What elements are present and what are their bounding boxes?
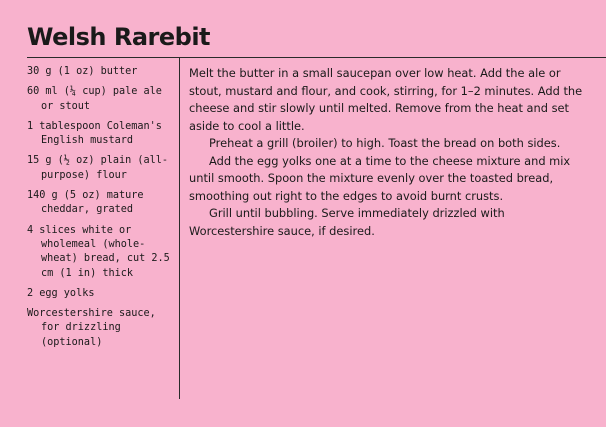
ingredient-item: 15 g (½ oz) plain (all-purpose) flour: [27, 155, 169, 181]
method-step: Add the egg yolks one at a time to the cheese mixture and mix until smooth. Spoon the mixture evenly over the toasted bread, smoothing out right to the edges to avoid burnt crusts.: [189, 153, 571, 203]
recipe-title: Welsh Rarebit: [27, 23, 211, 51]
method-step: Preheat a grill (broiler) to high. Toast the bread on both sides.: [209, 136, 561, 150]
ingredient-item: Worcestershire sauce, for drizzling (optional): [27, 308, 156, 348]
column-divider: [179, 57, 180, 399]
method-step: Grill until bubbling. Serve immediately drizzled with Worcestershire sauce, if desired.: [189, 206, 505, 238]
ingredient-item: 140 g (5 oz) mature cheddar, grated: [27, 190, 144, 216]
ingredient-item: 60 ml (¼ cup) pale ale or stout: [27, 86, 162, 112]
title-divider: [27, 57, 606, 58]
ingredient-item: 1 tablespoon Coleman's English mustard: [27, 120, 162, 147]
method-step: Melt the butter in a small saucepan over low heat. Add the ale or stout, mustard and flour, and cook, stirring, for 1–2 minutes. Add the cheese and stir slowly until melted. Remove from the heat and set aside to cool a little.: [189, 66, 583, 133]
ingredient-list: [27, 65, 177, 356]
ingredient-item: 30 g (1 oz) butter: [27, 66, 138, 77]
method-text: [189, 65, 589, 240]
ingredient-item: 2 egg yolks: [27, 287, 95, 299]
ingredient-item: 4 slices white or wholemeal (whole-wheat) bread, cut 2.5 cm (1 in) thick: [27, 224, 170, 279]
